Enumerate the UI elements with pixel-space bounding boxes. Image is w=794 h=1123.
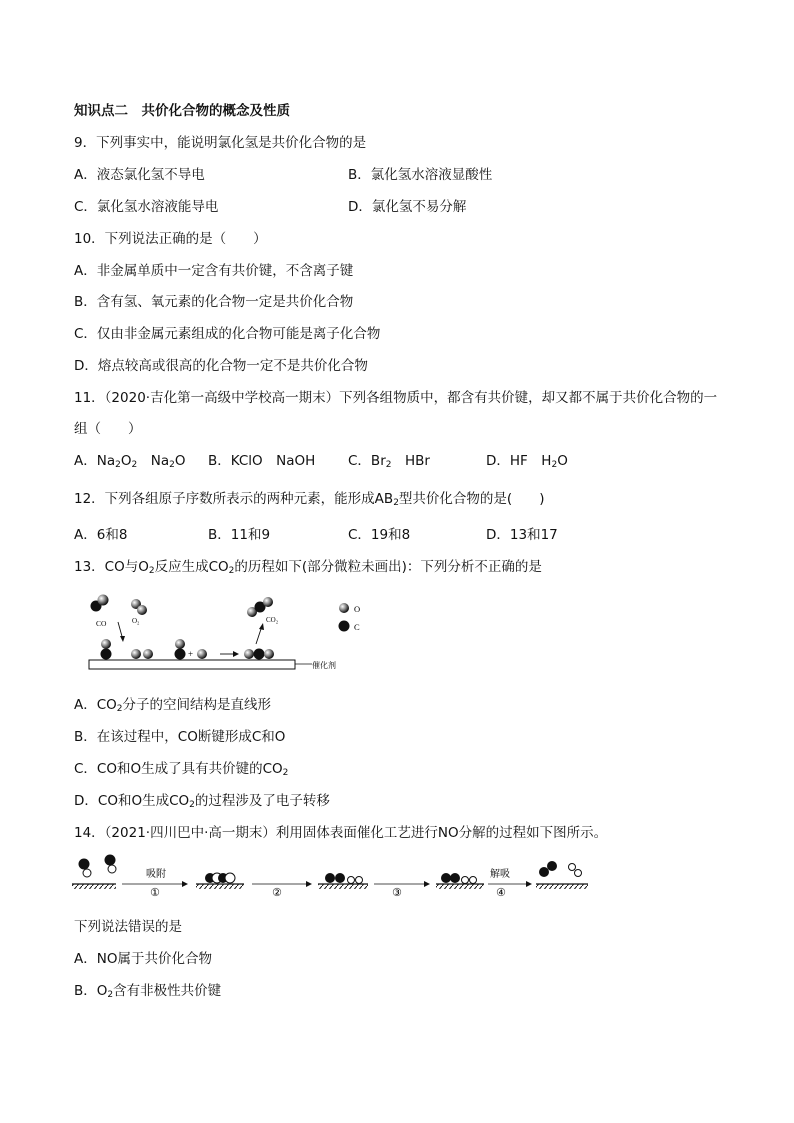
co-label: CO <box>96 619 107 628</box>
q12-option-b: B．11和9 <box>208 527 271 543</box>
svg-text:+: + <box>188 649 194 659</box>
q10-option-c: C．仅由非金属元素组成的化合物可能是离子化合物 <box>74 326 381 342</box>
step3-label: ③ <box>392 886 402 899</box>
q13-option-d: D．CO和O生成$CO_2$的过程涉及了电子转移 <box>74 793 330 810</box>
q9-stem: 9．下列事实中，能说明氯化氢是共价化合物的是 <box>74 135 367 151</box>
q14-process-diagram <box>72 850 592 900</box>
q13-reaction-diagram <box>86 592 376 682</box>
desorb-label: 解吸 <box>490 869 510 880</box>
q11-stem-line2: 组（ ） <box>74 421 142 437</box>
step4-label: ④ <box>496 886 506 899</box>
q14-option-b: B．$O_2$含有非极性共价键 <box>74 983 222 1000</box>
q11-option-c: C．$Br_2$ HBr <box>348 453 430 470</box>
step2-label: ② <box>272 886 282 899</box>
q12-option-c: C．19和8 <box>348 527 411 543</box>
q11-option-a: A．$Na_2O_2$ $Na_2O$ <box>74 453 186 470</box>
q14-option-a: A．NO属于共价化合物 <box>74 951 212 967</box>
legend-o: O <box>354 604 361 614</box>
co2-label: CO₂ <box>266 616 279 624</box>
q10-option-a: A．非金属单质中一定含有共价键，不含离子键 <box>74 263 354 279</box>
q13-option-a: A．$CO_2$分子的空间结构是直线形 <box>74 697 272 714</box>
q9-option-b: B．氯化氢水溶液显酸性 <box>348 167 493 183</box>
q13-stem: 13．CO与$O_2$反应生成$CO_2$的历程如下(部分微粒未画出)：下列分析不正确的是 <box>74 559 542 576</box>
section-title: 知识点二 共价化合物的概念及性质 <box>74 103 290 119</box>
q12-stem: 12．下列各组原子序数所表示的两种元素，能形成$AB_2$型共价化合物的是( ) <box>74 491 545 508</box>
q12-option-d: D．13和17 <box>486 527 558 543</box>
q10-option-b: B．含有氢、氧元素的化合物一定是共价化合物 <box>74 294 354 310</box>
q13-option-b: B．在该过程中，CO断键形成C和O <box>74 729 286 745</box>
q11-option-d: D．HF $H_2O$ <box>486 453 568 470</box>
q12-option-a: A．6和8 <box>74 527 128 543</box>
q14-stem: 14．（2021·四川巴中·高一期末）利用固体表面催化工艺进行NO分解的过程如下图所示。 <box>74 825 608 841</box>
q11-stem-line1: 11．（2020·吉化第一高级中学校高一期末）下列各组物质中，都含有共价键，却又都不属于共价化合物的一 <box>74 390 718 406</box>
legend-c: C <box>354 622 360 632</box>
adsorb-label: 吸附 <box>146 869 166 880</box>
q11-option-b: B．KClO NaOH <box>208 453 316 469</box>
q10-stem: 10．下列说法正确的是（ ） <box>74 231 267 247</box>
q10-option-d: D．熔点较高或很高的化合物一定不是共价化合物 <box>74 358 368 374</box>
q9-option-a: A．液态氯化氢不导电 <box>74 167 205 183</box>
step1-label: ① <box>150 886 160 899</box>
catalyst-label: 催化剂 <box>312 661 336 670</box>
q9-option-d: D．氯化氢不易分解 <box>348 199 467 215</box>
o2-label: O₂ <box>132 617 140 625</box>
q13-option-c: C．CO和O生成了具有共价键的$CO_2$ <box>74 761 289 778</box>
q9-option-c: C．氯化氢水溶液能导电 <box>74 199 219 215</box>
q14-sub-stem: 下列说法错误的是 <box>74 919 182 935</box>
